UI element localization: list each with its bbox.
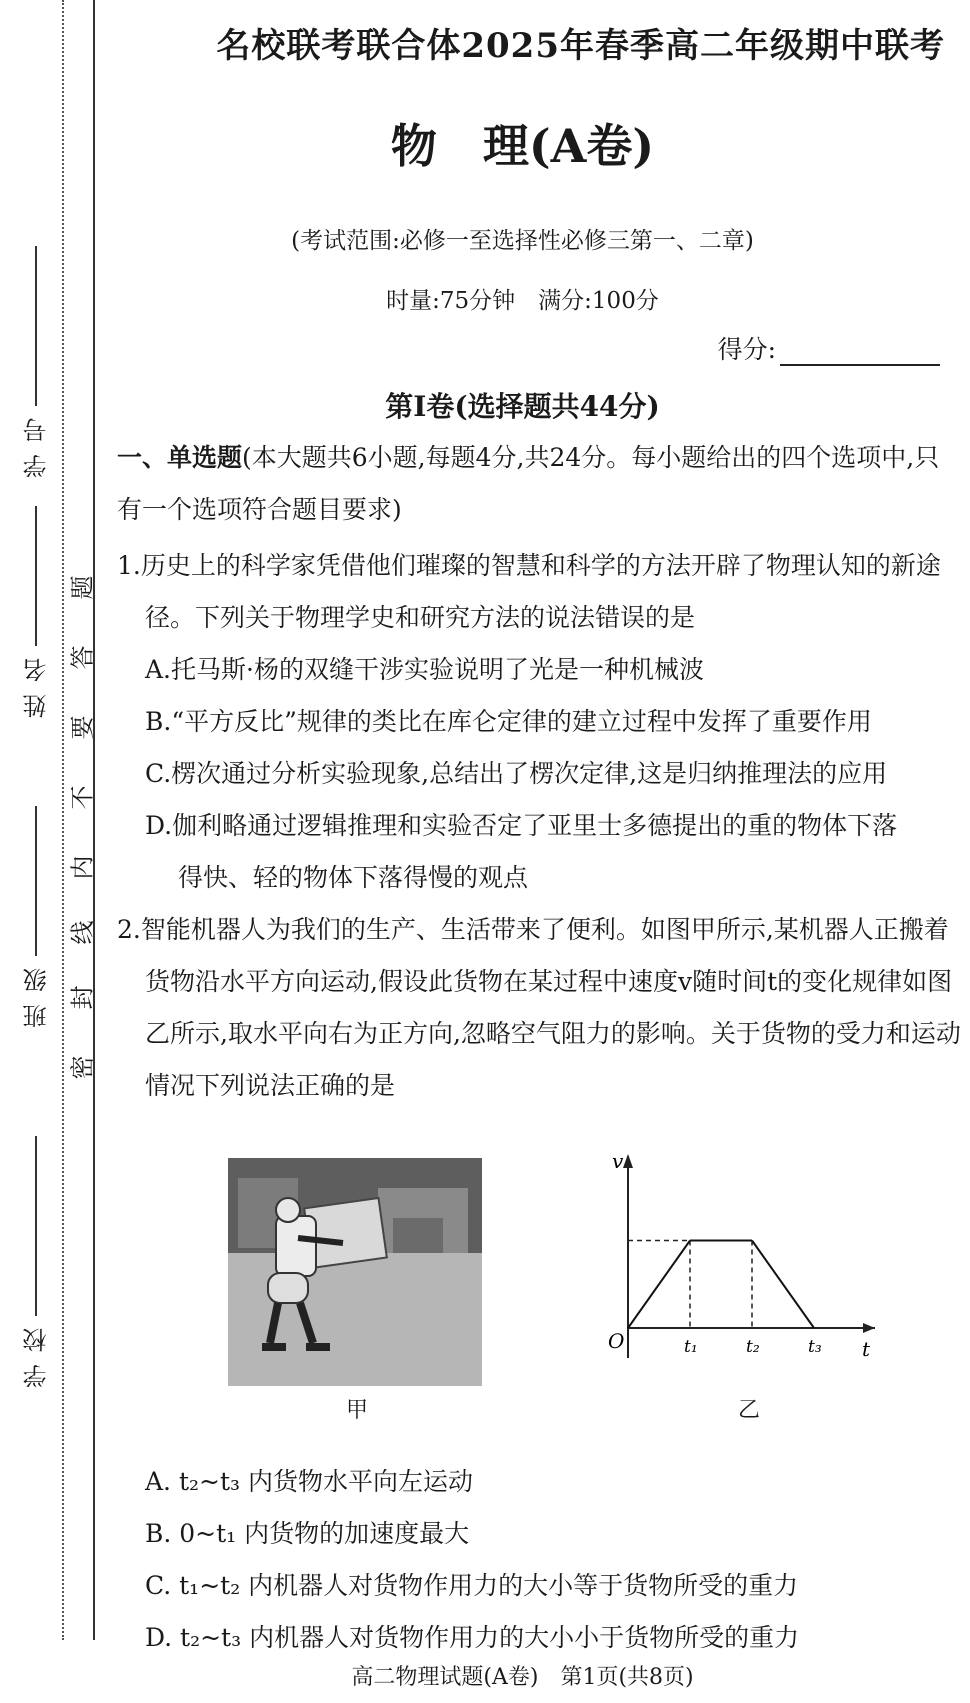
figure-b-caption: 乙 (738, 1398, 761, 1423)
y-axis-label: v (612, 1149, 624, 1173)
part-instructions (117, 432, 962, 536)
seal-char: 答 (68, 645, 97, 670)
score-label: 得分: (717, 335, 776, 364)
section-title: 第Ⅰ卷(选择题共44分) (385, 390, 660, 423)
part-label: 一、单选题 (117, 443, 243, 472)
seal-char: 内 (68, 855, 97, 880)
figure-a-caption: 甲 (346, 1398, 369, 1423)
origin-label: O (608, 1329, 625, 1353)
student-name-label: 姓名 (22, 646, 51, 718)
question-1-stem: 1.历史上的科学家凭借他们璀璨的智慧和科学的方法开辟了物理认知的新途径。下列关于物理学史和研究方法的说法错误的是 (117, 551, 941, 632)
question-1-option-a[interactable]: A.托马斯·杨的双缝干涉实验说明了光是一种机械波 (145, 655, 704, 684)
student-id-field[interactable] (8, 240, 64, 478)
vt-segment (752, 1241, 814, 1329)
seal-line-text (66, 530, 97, 1090)
question-2-option-d[interactable]: D. t₂~t₃ 内机器人对货物作用力的大小小于货物所受的重力 (145, 1623, 800, 1652)
page-footer: 高二物理试题(A卷) 第1页(共8页) (351, 1665, 694, 1690)
class-field[interactable] (8, 800, 64, 1028)
score-field[interactable] (718, 330, 940, 366)
school-label: 学校 (22, 1316, 51, 1388)
score-blank[interactable] (780, 336, 940, 366)
class-label: 班级 (22, 956, 51, 1028)
seal-char: 密 (68, 1055, 97, 1080)
exam-scope: (考试范围:必修一至选择性必修三第一、二章) (291, 228, 754, 254)
question-1-option-c[interactable]: C.楞次通过分析实验现象,总结出了楞次定律,这是归纳推理法的应用 (145, 759, 888, 788)
seal-char: 线 (68, 920, 97, 945)
question-2-option-b[interactable]: B. 0~t₁ 内货物的加速度最大 (145, 1519, 470, 1548)
vt-segment (628, 1241, 690, 1329)
student-id-label: 学号 (22, 406, 51, 478)
question-1-option-d[interactable]: D.伽利略通过逻辑推理和实验否定了亚里士多德提出的重的物体下落 (145, 811, 898, 840)
seal-char: 封 (68, 985, 97, 1010)
x-tick-label: t₁ (684, 1337, 698, 1357)
x-axis-label: t (862, 1337, 871, 1361)
question-1-option-d-continued: 得快、轻的物体下落得慢的观点 (178, 863, 529, 892)
x-tick-label: t₃ (808, 1337, 822, 1357)
robot-illustration (228, 1158, 482, 1386)
page-title: 物 理(A卷) (390, 119, 655, 173)
seal-char: 题 (68, 575, 97, 600)
y-axis-arrow (623, 1154, 633, 1168)
x-tick-label: t₂ (746, 1337, 760, 1357)
seal-char: 不 (68, 785, 97, 810)
time-and-score: 时量:75分钟 满分:100分 (386, 288, 659, 314)
robot-photo (228, 1158, 482, 1386)
question-2-option-a[interactable]: A. t₂~t₃ 内货物水平向左运动 (145, 1467, 473, 1496)
question-1-option-b[interactable]: B.“平方反比”规律的类比在库仑定律的建立过程中发挥了重要作用 (145, 707, 872, 736)
exam-header: 名校联考联合体2025年春季高二年级期中联考 (216, 26, 945, 66)
vt-chart (600, 1148, 880, 1368)
part-description: (本大题共6小题,每题4分,共24分。每小题给出的四个选项中,只有一个选项符合题目要求) (117, 443, 940, 524)
question-2-stem: 2.智能机器人为我们的生产、生活带来了便利。如图甲所示,某机器人正搬着货物沿水平方向运动,假设此货物在某过程中速度v随时间t的变化规律如图乙所示,取水平向右为正方向,忽略空气阻力的影响。关于货物的受力和运动情况下列说法正确的是 (117, 915, 961, 1100)
seal-char: 要 (68, 715, 97, 740)
question-2-option-c[interactable]: C. t₁~t₂ 内机器人对货物作用力的大小等于货物所受的重力 (145, 1571, 799, 1600)
school-field[interactable] (8, 1130, 64, 1388)
x-axis-arrow (863, 1323, 875, 1333)
student-name-field[interactable] (8, 500, 64, 718)
